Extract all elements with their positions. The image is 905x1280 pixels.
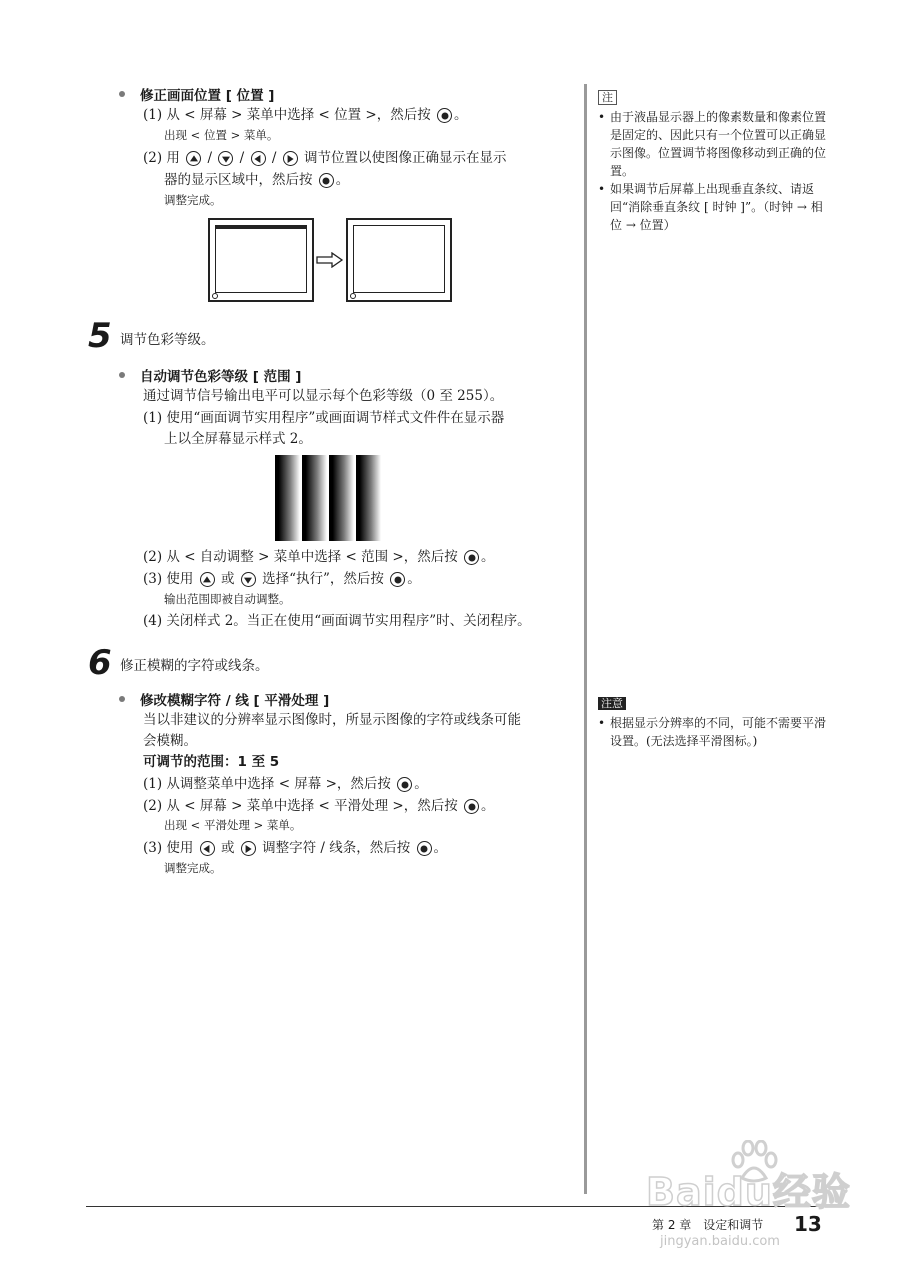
right-button-icon: [241, 841, 256, 856]
range-sub3-note: 输出范围即被自动调整。: [164, 592, 291, 606]
note-list: [598, 108, 830, 234]
position-heading: 修正画面位置 [ 位置 ]: [140, 88, 275, 104]
bullet-dot: [119, 91, 125, 97]
monitor-screen: [353, 225, 445, 293]
enter-button-icon: [397, 777, 412, 792]
position-step1-note: 出现 < 位置 > 菜单。: [164, 128, 279, 142]
note-item: • 根据显示分辨率的不同，可能不需要平滑设置。(无法选择平滑图标。): [598, 714, 830, 750]
baidu-watermark: [640, 1140, 870, 1260]
sidebar-note-2: [598, 692, 830, 750]
left-button-icon: [200, 841, 215, 856]
smoothing-sub3: (3) 使用 或 调整字符 / 线条，然后按 。: [143, 840, 448, 856]
gradient-bar: [356, 455, 381, 541]
enter-button-icon: [464, 799, 479, 814]
note-tag: 注: [598, 90, 617, 105]
watermark-url: jingyan.baidu.com: [660, 1234, 780, 1249]
monitor-before-illustration: [208, 218, 314, 302]
position-step2-line1: (2) 用 / / / 调节位置以使图像正确显示在显示: [143, 150, 507, 166]
smoothing-heading: 修改模糊字符 / 线 [ 平滑处理 ]: [140, 693, 330, 709]
position-step2-line2: 器的显示区域中，然后按 。: [164, 172, 350, 188]
range-sub3: (3) 使用 或 选择“执行”，然后按 。: [143, 571, 421, 587]
right-button-icon: [283, 151, 298, 166]
range-sub1-line1: (1) 使用“画面调节实用程序”或画面调节样式文件件在显示器: [143, 410, 505, 426]
smoothing-range-label: 可调节的范围：1 至 5: [143, 754, 280, 770]
monitor-screen: [215, 225, 307, 293]
smoothing-sub2: (2) 从 < 屏幕 > 菜单中选择 < 平滑处理 >，然后按 。: [143, 798, 495, 814]
range-heading: 自动调节色彩等级 [ 范围 ]: [140, 369, 302, 385]
step6-title: 修正模糊的字符或线条。: [120, 658, 269, 674]
enter-button-icon: [390, 572, 405, 587]
enter-button-icon: [437, 108, 452, 123]
gradient-bar: [275, 455, 300, 541]
column-divider: [584, 84, 587, 1194]
enter-button-icon: [319, 173, 334, 188]
gradient-bar: [329, 455, 354, 541]
position-step1: (1) 从 < 屏幕 > 菜单中选择 < 位置 >，然后按 。: [143, 107, 468, 123]
page-number: 13: [794, 1212, 822, 1236]
step5-title: 调节色彩等级。: [120, 332, 215, 348]
power-led-icon: [212, 293, 218, 299]
down-button-icon: [218, 151, 233, 166]
range-sub2: (2) 从 < 自动调整 > 菜单中选择 < 范围 >，然后按 。: [143, 549, 495, 565]
enter-button-icon: [417, 841, 432, 856]
watermark-brand: Baidu经验: [646, 1170, 851, 1214]
step-number: 5: [88, 316, 112, 356]
note-list: [598, 714, 830, 750]
gradient-pattern-illustration: [275, 455, 383, 541]
right-arrow-icon: [316, 252, 344, 268]
bullet-dot: [119, 696, 125, 702]
up-button-icon: [186, 151, 201, 166]
smoothing-sub2-note: 出现 < 平滑处理 > 菜单。: [164, 818, 302, 832]
smoothing-intro-line2: 会模糊。: [143, 733, 197, 749]
bullet-dot: [119, 372, 125, 378]
left-button-icon: [251, 151, 266, 166]
range-intro: 通过调节信号输出电平可以显示每个色彩等级（0 至 255）。: [143, 388, 504, 404]
position-step2-note: 调整完成。: [164, 193, 222, 207]
step-number: 6: [88, 643, 112, 683]
range-sub4: (4) 关闭样式 2。当正在使用“画面调节实用程序”时、关闭程序。: [143, 613, 531, 629]
monitor-after-illustration: [346, 218, 452, 302]
smoothing-sub3-note: 调整完成。: [164, 861, 222, 875]
up-button-icon: [200, 572, 215, 587]
down-button-icon: [241, 572, 256, 587]
smoothing-intro-line1: 当以非建议的分辨率显示图像时，所显示图像的字符或线条可能: [143, 712, 521, 728]
enter-button-icon: [464, 550, 479, 565]
sidebar-note-1: [598, 86, 830, 234]
note-item: • 如果调节后屏幕上出现垂直条纹、请返回“消除垂直条纹 [ 时钟 ]”。（时钟 → 相位 → 位置）: [598, 180, 830, 234]
footer-chapter: 第 2 章 设定和调节: [652, 1218, 764, 1232]
note-item: • 由于液晶显示器上的像素数量和像素位置是固定的、因此只有一个位置可以正确显示图像。位置调节将图像移动到正确的位置。: [598, 108, 830, 180]
range-sub1-line2: 上以全屏幕显示样式 2。: [164, 431, 312, 447]
gradient-bar: [302, 455, 327, 541]
power-led-icon: [350, 293, 356, 299]
caution-tag: 注意: [598, 697, 626, 710]
smoothing-sub1: (1) 从调整菜单中选择 < 屏幕 >，然后按 。: [143, 776, 428, 792]
